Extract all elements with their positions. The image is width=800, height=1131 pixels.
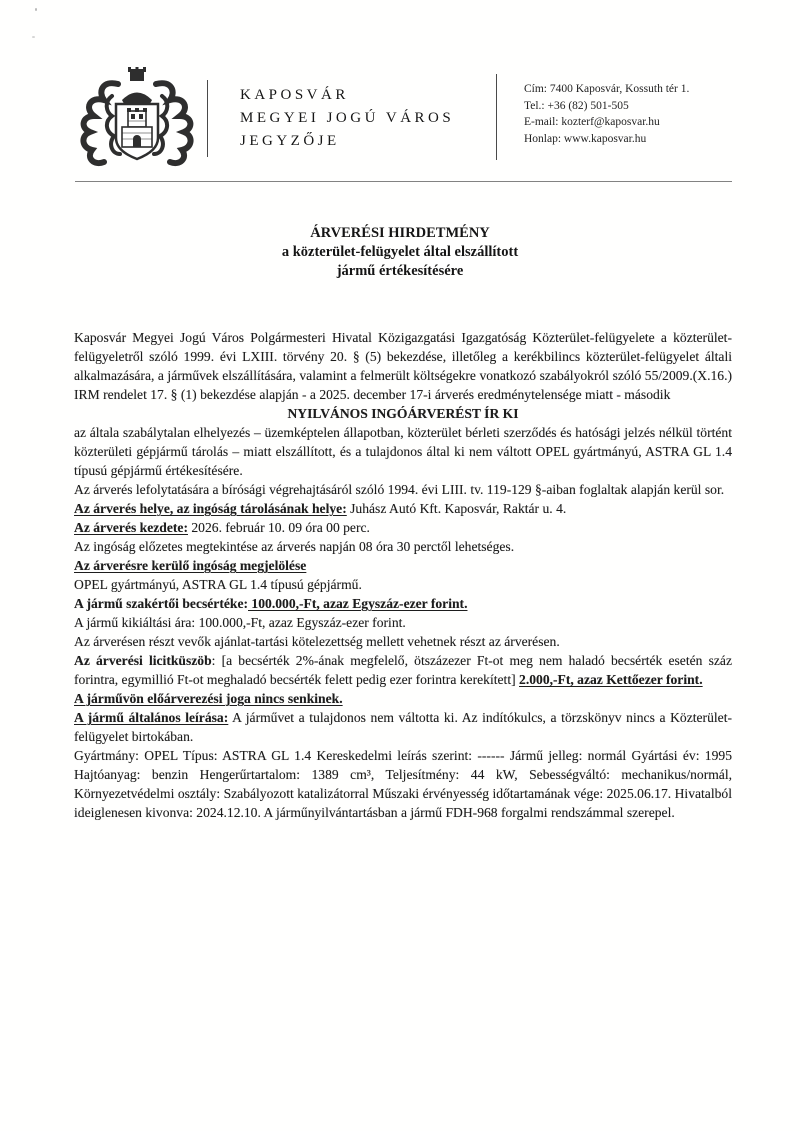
- auction-item-label: [74, 556, 732, 575]
- scan-speck: [35, 8, 37, 11]
- starting-price-line: A jármű kikiáltási ára: 100.000,-Ft, azaz Egyszáz-ezer forint.: [74, 615, 406, 630]
- description-paragraph: [74, 708, 732, 746]
- preemption-line: [74, 689, 732, 708]
- auction-location-label: Az árverés helye, az ingóság tárolásának helye:: [74, 501, 347, 516]
- description-label: A jármű általános leírása:: [74, 710, 229, 725]
- subject-paragraph: az általa szabálytalan elhelyezés – üzemképtelen állapotban, közterület bérleti szerződés és hatósági jelzés nélkül történt közterületi gépjármű tárolás – miatt elszállított, és a tulajdonos által ki nem váltott OPEL gyártmányú, ASTRA GL 1.4 típusú gépjármű értékesítésére.: [74, 425, 732, 478]
- kaposvar-coat-of-arms-logo: [74, 66, 200, 179]
- org-line-type: MEGYEI JOGÚ VÁROS: [240, 110, 455, 126]
- description-value: A járművet a tulajdonos nem váltotta ki. Az indítókulcs, a törzskönyv nincs a Közterület-felügyelet birtokában.: [74, 710, 732, 744]
- letterhead-rule: [75, 181, 732, 182]
- title-line-1: ÁRVERÉSI HIRDETMÉNY: [310, 225, 490, 241]
- org-line-office: JEGYZŐJE: [240, 133, 340, 149]
- bid-obligation-line: Az árverésen részt vevők ajánlat-tartási kötelezettség mellett vehetnek részt az árverésen.: [74, 634, 560, 649]
- document-body: [74, 328, 732, 822]
- intro-paragraph: Kaposvár Megyei Jogú Város Polgármesteri Hivatal Közigazgatási Igazgatóság Közterület-felügyelete a közterület-felügyeletről szóló 1999. évi LXIII. törvény 20. § (5) bekezdése, illetőleg a kerékbilincs közterület-felügyelet általi alkalmazására, a járművek elszállítására, valamint a felmerült költségekre vonatkozó szabályokról szóló 55/2009.(X.16.) IRM rendelet 17. § (1) bekezdése alapján - a 2025. december 17-i árverés eredménytelensége miatt - második: [74, 330, 732, 402]
- document-title: [0, 224, 800, 281]
- estimate-value: 100.000,-Ft, azaz Egyszáz-ezer forint.: [248, 596, 468, 611]
- vehicle-details-paragraph: Gyártmány: OPEL Típus: ASTRA GL 1.4 Kereskedelmi leírás szerint: ------ Jármű jelleg: normál Gyártási év: 1995 Hajtóanyag: benzin Hengerűrtartalom: 1389 cm³, Teljesítmény: 44 kW, Sebességváltó: mechanikus/normál, Környezetvédelmi osztály: Szabályozott katalizátorral Műszaki érvényesség időtartamának vége: 2025.06.17. Hivatalból ideiglenesen kivonva: 2024.12.10. A járműnyilvántartásban a jármű FDH-968 forgalmi rendszámmal szerepel.: [74, 748, 732, 820]
- bid-step-paragraph: [74, 651, 732, 689]
- preemption-text: A járművön előárverezési joga nincs senkinek.: [74, 691, 343, 706]
- viewing-note-line: Az ingóság előzetes megtekintése az árverés napján 08 óra 30 perctől lehetséges.: [74, 539, 515, 554]
- auction-location-value: Juhász Autó Kft. Kaposvár, Raktár u. 4.: [346, 501, 567, 516]
- estimate-label: A jármű szakértői becsértéke:: [74, 596, 249, 611]
- header-divider-left: [207, 80, 208, 157]
- contact-phone: Tel.: +36 (82) 501-505: [524, 99, 629, 112]
- announcement-heading: NYILVÁNOS INGÓÁRVERÉST ÍR KI: [287, 406, 519, 421]
- organization-name: [240, 84, 454, 153]
- org-line-city: KAPOSVÁR: [240, 87, 349, 103]
- auction-item-label-text: Az árverésre kerülő ingóság megjelölése: [74, 558, 307, 573]
- bid-step-label: Az árverési licitküszöb: [74, 653, 212, 668]
- legal-basis-paragraph: Az árverés lefolytatására a bírósági végrehajtásáról szóló 1994. évi LIII. tv. 119-129 §-aiban foglaltak alapján kerül sor.: [74, 482, 725, 497]
- auction-start-line: [74, 518, 732, 537]
- estimate-line: [74, 594, 732, 613]
- auction-start-label: Az árverés kezdete:: [74, 520, 188, 535]
- auction-start-value: 2026. február 10. 09 óra 00 perc.: [187, 520, 370, 535]
- bid-step-value: 2.000,-Ft, azaz Kettőezer forint.: [519, 672, 703, 687]
- scan-speck: [32, 36, 35, 38]
- contact-address: Cím: 7400 Kaposvár, Kossuth tér 1.: [524, 83, 690, 95]
- contact-email: E-mail: kozterf@kaposvar.hu: [524, 116, 660, 128]
- contact-website: Honlap: www.kaposvar.hu: [524, 132, 647, 145]
- contact-block: [524, 81, 689, 147]
- header-divider-right: [496, 74, 497, 160]
- bid-step-note: : [a becsérték 2%-ának megfelelő, ötszázezer Ft-ot meg nem haladó becsérték esetén száz forintra, egymillió Ft-ot meghaladó becsérték felett pedig ezer forintra kerekített]: [74, 653, 732, 687]
- auction-location-line: [74, 499, 732, 518]
- title-line-3: jármű értékesítésére: [336, 263, 464, 279]
- title-line-2: a közterület-felügyelet által elszállított: [281, 244, 519, 260]
- auction-item-value: OPEL gyártmányú, ASTRA GL 1.4 típusú gépjármű.: [74, 577, 362, 592]
